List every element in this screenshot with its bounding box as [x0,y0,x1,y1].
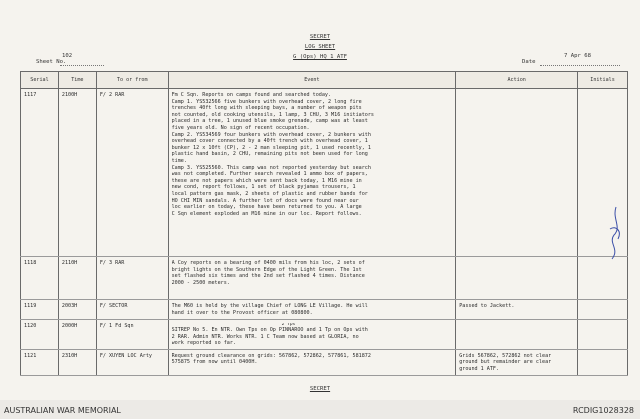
event-line: HO CHI MIN sandals. A further lot of docs were found near our [171,197,359,204]
date-value: 7 Apr 68 [564,53,591,59]
table-row [21,89,628,257]
table-row [21,320,628,350]
initials-cell [578,300,628,320]
sheet-no-line [60,65,104,66]
event-line: time. [171,157,187,164]
table-row [21,257,628,300]
action-cell [456,349,578,375]
serial-cell: 1119 [21,300,59,320]
event-line: Camp 3. YS525560. This camp was not reported yesterday but search [171,164,371,171]
col-header-action: Action [456,72,578,89]
serial-cell: 1118 [21,257,59,300]
action-line: Grids 567862, 572862 not clear [459,352,552,359]
event-line: not counted, old cooking utensils, 1 lamp, 3 CHU, 3 M16 initiators [171,111,374,118]
event-cell [168,300,456,320]
event-line: was not completed. Further search revealed 1 ammo box of papers, [171,171,368,178]
initials-cell [578,320,628,350]
time-cell: 2310H [58,349,96,375]
unit-name: G (Ops) HQ 1 ATF [293,54,347,60]
table-row [21,300,628,320]
sheet-no-value: 102 [62,53,73,59]
event-line: new cond, report follows, 1 set of black pyjamas trousers, 1 [171,184,356,191]
to-from-cell: F/ SECTOR [96,300,168,320]
col-header-time: Time [58,72,96,89]
time-cell: 2000H [58,320,96,350]
classification-top: SECRET [309,34,331,40]
to-from-cell: F/ 1 Fd Sqn [96,320,168,350]
serial-cell: 1121 [21,349,59,375]
action-cell [456,320,578,350]
event-line: local pattern gas mask, 2 sheets of plastic and rubber bands for [171,190,368,197]
event-line: The M60 is held by the village Chief of LONG LE Village. He will [171,303,368,309]
event-line: loc earlier on today, these have been returned to you. A large [171,204,362,211]
event-cell [168,89,456,257]
event-annotation: 2 Tps [281,323,296,327]
action-line: Passed to Jackett. [459,303,515,309]
event-line: set flashed six times and the 2nd set flashed 4 times. Distance [171,273,365,280]
signature-mark-icon [602,205,628,265]
event-line: trenches 40ft long with sleeping bays, a number of weapon pits [171,105,362,112]
event-line: Fm C Sqn. Reports on camps found and searched today. [171,92,332,98]
event-line: hand it over to the Provost officer at 080800. [171,309,313,316]
event-line: C Sqn element exploded an M16 mine in our loc. Report follows. [171,210,362,217]
action-cell [456,300,578,320]
time-cell: 2110H [58,257,96,300]
date-label: Date [522,59,536,65]
header-row [21,72,628,89]
log-table [20,71,628,376]
event-line: work reported so far. [171,340,236,347]
time-cell: 2100H [58,89,96,257]
log-rows [21,89,628,376]
to-from-cell: F/ 3 RAR [96,257,168,300]
event-cell [168,257,456,300]
col-header-initials: Initials [578,72,628,89]
event-line: bunker 12 x 10ft (CP), 2 - 2 man sleeping pit, 1 used recently, 1 [171,144,371,151]
table-row [21,349,628,375]
serial-cell: 1120 [21,320,59,350]
event-line: Camp 1. YS532566 five bunkers with overhead cover, 2 long fire [171,98,362,105]
serial-cell: 1117 [21,89,59,257]
col-header-to-from: To or from [96,72,168,89]
event-line: overhead cover connected by a 40ft trench with overhead cover, 1 [171,138,368,145]
time-cell: 2003H [58,300,96,320]
event-line: Request ground clearance on grids: 567862, 572862, 577861, 581872 [171,352,371,359]
event-cell [168,320,456,350]
event-line: 2000 - 2500 meters. [171,279,230,286]
event-line: A Coy reports on a bearing of 0400 mils from his loc, 2 sets of [171,260,365,266]
col-header-event: Event [168,72,456,89]
action-cell [456,89,578,257]
event-cell [168,349,456,375]
action-line: ground 1 ATF. [459,365,500,372]
classification-bottom: SECRET [309,386,331,392]
event-line: 2 RAR. Admin NTR. Works NTR. 1 C Team now based at GLORIA, no [171,333,359,340]
date-line [540,65,620,66]
archive-name: AUSTRALIAN WAR MEMORIAL [4,406,121,415]
event-line: plastic hand basin, 2 CHU, remaining pits not been used for long [171,151,368,158]
sheet-no-label: Sheet No. [36,59,67,65]
event-line: five years old. No sign of recent occupation. [171,124,310,131]
to-from-cell: F/ XUYEN LOC Arty [96,349,168,375]
action-cell [456,257,578,300]
sheet-title: LOG SHEET [304,44,336,50]
initials-cell [578,349,628,375]
event-line: bright lights on the Southern Edge of the Light Green. The 1st [171,266,362,273]
event-line: SITREP No 5. En NTR. Own Tps on Op PINNAROO and 1 Tp on Ops with [171,327,368,333]
event-line: Camp 2. YS534569 four bunkers with overhead cover, 2 bunkers with [171,131,371,138]
archive-reference: RCDIG1028328 [572,406,634,415]
col-header-serial: Serial [21,72,59,89]
event-line: 575875 from now until 0400H. [171,359,258,366]
event-line: placed in a tree, 1 unused blue smoke grenade, camp was at least [171,118,368,125]
action-line: ground but remainder are clear [459,359,552,366]
event-line: these are not papers which were sent back today, 1 M16 mine in [171,177,362,184]
to-from-cell: F/ 2 RAR [96,89,168,257]
